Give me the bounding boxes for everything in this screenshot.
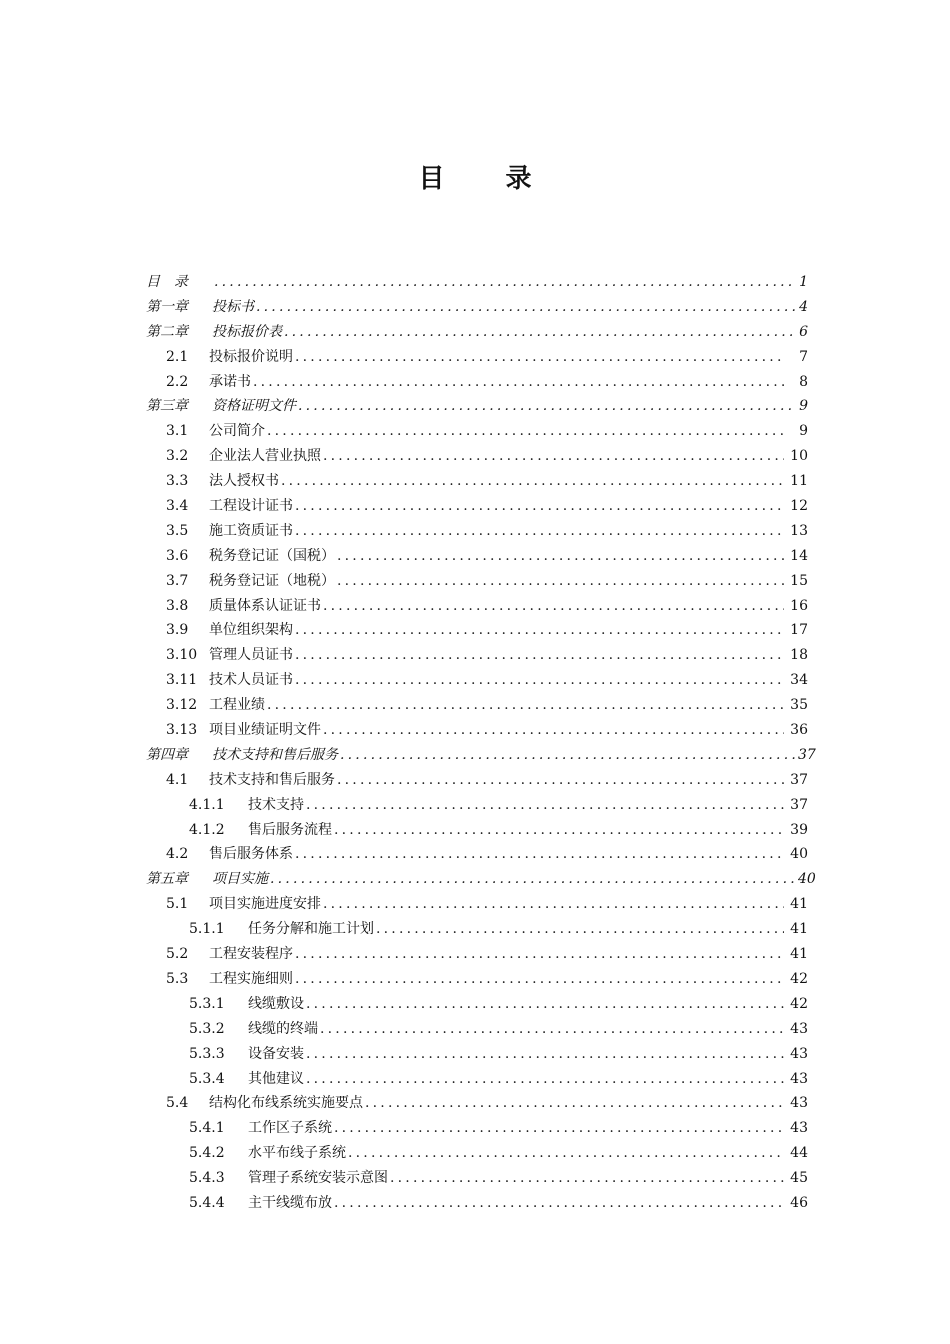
toc-entry-page-number: 42 [790, 995, 808, 1012]
table-of-contents [146, 270, 816, 1216]
dot-leader [337, 569, 784, 594]
toc-entry-number: 3.7 [166, 572, 189, 589]
toc-entry-title: 技术支持和售后服务 [212, 746, 338, 763]
toc-entry-title: 投标报价说明 [209, 348, 293, 365]
toc-entry[interactable] [146, 1091, 808, 1116]
toc-entry[interactable] [146, 793, 808, 818]
toc-entry-title: 投标报价表 [212, 323, 282, 340]
toc-entry[interactable] [146, 320, 808, 345]
toc-entry-number: 3.4 [166, 498, 189, 515]
toc-entry-title: 承诺书 [209, 373, 251, 390]
toc-entry-page-number: 43 [790, 1020, 808, 1037]
dot-leader [348, 1141, 784, 1166]
dot-leader [295, 942, 784, 967]
toc-entry-title: 管理人员证书 [209, 647, 293, 664]
toc-entry-number: 第四章 [146, 746, 188, 763]
toc-entry[interactable] [146, 967, 808, 992]
toc-entry[interactable] [146, 544, 808, 569]
toc-entry-number: 3.5 [166, 522, 189, 539]
toc-entry-page-number: 8 [799, 373, 808, 390]
toc-entry[interactable] [146, 270, 808, 295]
dot-leader [267, 693, 784, 718]
dot-leader [334, 1191, 784, 1216]
toc-entry-title: 主干线缆布放 [248, 1194, 332, 1211]
dot-leader [295, 668, 784, 693]
toc-entry[interactable] [146, 768, 808, 793]
toc-entry-title: 税务登记证（国税） [209, 547, 335, 564]
toc-entry-page-number: 13 [790, 522, 808, 539]
dot-leader [295, 967, 784, 992]
toc-entry[interactable] [146, 1116, 808, 1141]
toc-entry-number: 3.12 [166, 697, 198, 714]
toc-entry-page-number: 40 [790, 846, 808, 863]
toc-entry-page-number: 43 [790, 1045, 808, 1062]
toc-entry-number: 5.3.4 [189, 1070, 225, 1087]
dot-leader [376, 917, 784, 942]
toc-entry-page-number: 17 [790, 622, 808, 639]
toc-entry-page-number: 35 [790, 697, 808, 714]
toc-entry-number: 3.6 [166, 547, 189, 564]
toc-entry-page-number: 37 [798, 746, 816, 763]
toc-entry-page-number: 7 [799, 348, 808, 365]
dot-leader [337, 544, 784, 569]
dot-leader [295, 643, 784, 668]
dot-leader [253, 370, 784, 395]
toc-entry-number: 5.3.3 [189, 1045, 225, 1062]
dot-leader [295, 494, 784, 519]
toc-entry-number: 3.13 [166, 722, 198, 739]
toc-entry-number: 5.3.1 [189, 995, 225, 1012]
toc-entry-page-number: 40 [798, 871, 816, 888]
dot-leader [340, 743, 796, 768]
toc-entry-page-number: 44 [790, 1145, 808, 1162]
dot-leader [256, 295, 796, 320]
toc-entry-title: 售后服务流程 [248, 821, 332, 838]
toc-entry-title: 结构化布线系统实施要点 [209, 1095, 363, 1112]
dot-leader [323, 892, 784, 917]
toc-entry[interactable] [146, 892, 808, 917]
dot-leader [365, 1091, 784, 1116]
toc-entry-page-number: 43 [790, 1120, 808, 1137]
dot-leader [306, 992, 784, 1017]
toc-entry[interactable] [146, 444, 808, 469]
toc-entry-number: 5.4.4 [189, 1194, 225, 1211]
toc-entry-number: 3.11 [166, 672, 198, 689]
toc-entry-title: 项目业绩证明文件 [209, 722, 321, 739]
toc-entry-page-number: 1 [799, 274, 808, 290]
toc-entry[interactable] [146, 693, 808, 718]
toc-entry-page-number: 37 [790, 771, 808, 788]
toc-entry-page-number: 45 [790, 1170, 808, 1187]
dot-leader [306, 1042, 784, 1067]
dot-leader [390, 1166, 784, 1191]
toc-entry-number: 4.2 [166, 846, 189, 863]
toc-entry-number: 第二章 [146, 323, 188, 340]
toc-entry-page-number: 46 [790, 1194, 808, 1211]
toc-entry[interactable] [146, 1067, 808, 1092]
toc-entry-title: 技术支持和售后服务 [209, 771, 335, 788]
toc-entry-page-number: 4 [799, 298, 808, 315]
toc-entry-number: 3.3 [166, 473, 189, 490]
toc-entry-number: 第一章 [146, 298, 188, 315]
toc-entry-number: 5.4 [166, 1095, 189, 1112]
toc-entry-page-number: 37 [790, 796, 808, 813]
toc-entry[interactable] [146, 1017, 808, 1042]
toc-entry-page-number: 6 [799, 323, 808, 340]
toc-entry-number: 第三章 [146, 398, 188, 415]
dot-leader [306, 1067, 784, 1092]
toc-entry[interactable] [146, 643, 808, 668]
toc-entry-number: 5.3.2 [189, 1020, 225, 1037]
toc-entry-number: 4.1.1 [189, 796, 225, 813]
toc-entry[interactable] [146, 818, 808, 843]
toc-entry-title: 工程实施细则 [209, 970, 293, 987]
toc-entry-number: 3.9 [166, 622, 189, 639]
toc-entry-page-number: 10 [790, 448, 808, 465]
dot-leader [320, 1017, 784, 1042]
dot-leader [295, 618, 784, 643]
dot-leader [284, 320, 796, 345]
dot-leader [295, 842, 784, 867]
toc-entry[interactable] [146, 992, 808, 1017]
toc-entry[interactable] [146, 419, 808, 444]
toc-entry-page-number: 18 [790, 647, 808, 664]
toc-entry[interactable] [146, 594, 808, 619]
dot-leader [323, 594, 784, 619]
toc-entry-title: 单位组织架构 [209, 622, 293, 639]
toc-entry-title: 水平布线子系统 [248, 1145, 346, 1162]
toc-entry-title: 技术人员证书 [209, 672, 293, 689]
toc-entry[interactable] [146, 917, 808, 942]
toc-entry-title: 税务登记证（地税） [209, 572, 335, 589]
dot-leader [214, 270, 796, 295]
toc-entry-number: 3.1 [166, 423, 189, 440]
toc-entry[interactable] [146, 842, 808, 867]
toc-entry[interactable] [146, 942, 808, 967]
dot-leader [298, 394, 796, 419]
toc-entry-page-number: 36 [790, 722, 808, 739]
toc-entry-title: 工程安装程序 [209, 946, 293, 963]
toc-entry-number: 5.4.2 [189, 1145, 225, 1162]
toc-entry-number: 5.4.3 [189, 1170, 225, 1187]
page-title: 目 录 [418, 164, 558, 194]
dot-leader [295, 345, 784, 370]
toc-entry[interactable] [146, 345, 808, 370]
toc-entry-title: 资格证明文件 [212, 398, 296, 415]
toc-entry-title: 项目实施 [212, 871, 268, 888]
dot-leader [306, 793, 784, 818]
toc-entry-title: 线缆敷设 [248, 995, 304, 1012]
toc-entry-title: 项目实施进度安排 [209, 896, 321, 913]
toc-entry-title: 工程业绩 [209, 697, 265, 714]
toc-entry-page-number: 34 [790, 672, 808, 689]
toc-entry-page-number: 9 [799, 423, 808, 440]
toc-entry-number: 5.3 [166, 970, 189, 987]
toc-entry-page-number: 41 [790, 946, 808, 963]
toc-entry-title: 工程设计证书 [209, 498, 293, 515]
toc-entry-page-number: 39 [790, 821, 808, 838]
toc-entry-title: 技术支持 [248, 796, 304, 813]
toc-entry-number: 目 录 [146, 274, 188, 290]
toc-entry[interactable] [146, 867, 816, 892]
toc-entry-page-number: 43 [790, 1095, 808, 1112]
toc-entry[interactable] [146, 1191, 808, 1216]
toc-entry-title: 质量体系认证证书 [209, 597, 321, 614]
toc-entry-number: 5.2 [166, 946, 189, 963]
toc-entry[interactable] [146, 618, 808, 643]
dot-leader [295, 519, 784, 544]
toc-entry-number: 2.2 [166, 373, 189, 390]
toc-entry-title: 法人授权书 [209, 473, 279, 490]
dot-leader [334, 818, 784, 843]
toc-entry-page-number: 43 [790, 1070, 808, 1087]
toc-entry-number: 2.1 [166, 348, 189, 365]
dot-leader [334, 1116, 784, 1141]
toc-entry-number: 4.1 [166, 771, 189, 788]
toc-entry-title: 其他建议 [248, 1070, 304, 1087]
dot-leader [281, 469, 784, 494]
toc-entry[interactable] [146, 370, 808, 395]
toc-entry-title: 任务分解和施工计划 [248, 921, 374, 938]
toc-entry-number: 3.10 [166, 647, 198, 664]
toc-entry-title: 设备安装 [248, 1045, 304, 1062]
toc-entry[interactable] [146, 668, 808, 693]
toc-entry-page-number: 12 [790, 498, 808, 515]
toc-entry-number: 5.4.1 [189, 1120, 225, 1137]
toc-entry-page-number: 15 [790, 572, 808, 589]
toc-entry-number: 4.1.2 [189, 821, 225, 838]
toc-entry[interactable] [146, 1141, 808, 1166]
toc-entry[interactable] [146, 1166, 808, 1191]
toc-entry[interactable] [146, 394, 808, 419]
toc-entry-title: 投标书 [212, 298, 254, 315]
toc-entry-page-number: 16 [790, 597, 808, 614]
toc-entry-page-number: 14 [790, 547, 808, 564]
toc-entry-page-number: 9 [799, 398, 808, 415]
toc-entry-title: 企业法人营业执照 [209, 448, 321, 465]
toc-entry-title: 售后服务体系 [209, 846, 293, 863]
toc-entry[interactable] [146, 743, 816, 768]
toc-entry[interactable] [146, 718, 808, 743]
toc-entry-title: 工作区子系统 [248, 1120, 332, 1137]
toc-entry-page-number: 41 [790, 896, 808, 913]
toc-entry-page-number: 42 [790, 970, 808, 987]
toc-entry-title: 线缆的终端 [248, 1020, 318, 1037]
dot-leader [337, 768, 784, 793]
toc-entry[interactable] [146, 1042, 808, 1067]
toc-entry-number: 3.8 [166, 597, 189, 614]
dot-leader [267, 419, 784, 444]
toc-entry-page-number: 11 [790, 473, 808, 490]
dot-leader [323, 444, 784, 469]
dot-leader [323, 718, 784, 743]
toc-entry[interactable] [146, 519, 808, 544]
toc-entry[interactable] [146, 494, 808, 519]
toc-entry[interactable] [146, 569, 808, 594]
toc-entry[interactable] [146, 295, 808, 320]
dot-leader [270, 867, 796, 892]
toc-entry-title: 施工资质证书 [209, 522, 293, 539]
toc-entry-number: 3.2 [166, 448, 189, 465]
toc-entry-title: 公司简介 [209, 423, 265, 440]
toc-entry-number: 5.1.1 [189, 921, 225, 938]
toc-entry-page-number: 41 [790, 921, 808, 938]
toc-entry-title: 管理子系统安装示意图 [248, 1170, 388, 1187]
toc-entry-number: 5.1 [166, 896, 189, 913]
toc-entry[interactable] [146, 469, 808, 494]
toc-entry-number: 第五章 [146, 871, 188, 888]
